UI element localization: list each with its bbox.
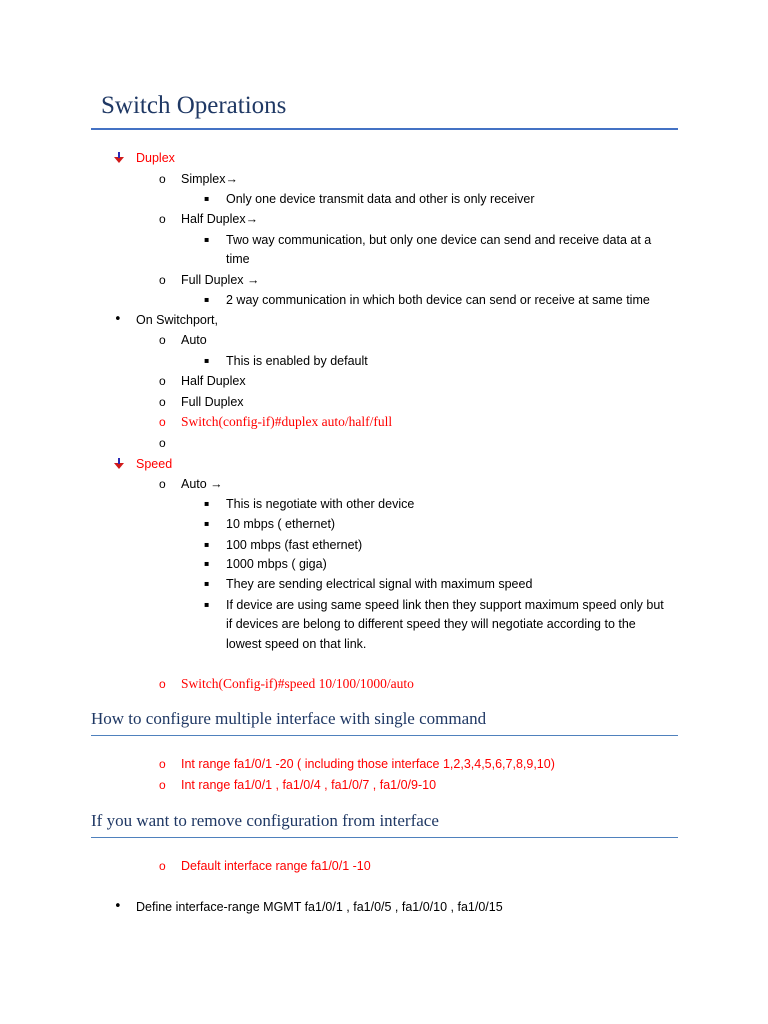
remove-config-underline	[91, 837, 678, 838]
speed-item: If device are using same speed link then they support maximum speed only but	[226, 598, 664, 612]
auto-desc: This is enabled by default	[226, 354, 368, 368]
square-bullet-icon: ▪	[204, 499, 210, 508]
square-bullet-icon: ▪	[204, 600, 210, 609]
circle-bullet-icon: o	[159, 757, 166, 771]
circle-bullet-icon: o	[159, 273, 166, 287]
simplex-desc: Only one device transmit data and other is only receiver	[226, 192, 535, 206]
speed-command: Switch(Config-if)#speed 10/100/1000/auto	[181, 676, 414, 691]
square-bullet-icon: ▪	[204, 579, 210, 588]
circle-bullet-icon: o	[159, 859, 166, 873]
duplex-label: Duplex	[136, 151, 175, 165]
circle-bullet-icon: o	[159, 477, 166, 491]
circle-bullet-icon: o	[159, 677, 166, 691]
title-underline	[91, 128, 678, 130]
half-duplex-desc-line-2: time	[226, 252, 250, 266]
half-duplex-item: Half Duplex→	[181, 212, 259, 226]
duplex-command: Switch(config-if)#duplex auto/half/full	[181, 414, 393, 429]
remove-config-heading: If you want to remove configuration from interface	[91, 811, 439, 830]
speed-item: They are sending electrical signal with maximum speed	[226, 577, 533, 591]
page-title: Switch Operations	[101, 92, 287, 119]
circle-bullet-icon: o	[159, 212, 166, 226]
full-duplex-plain-item: Full Duplex	[181, 395, 244, 409]
circle-bullet-icon: o	[159, 778, 166, 792]
circle-bullet-icon: o	[159, 374, 166, 388]
square-bullet-icon: ▪	[204, 519, 210, 528]
int-range-item: Int range fa1/0/1 -20 ( including those interface 1,2,3,4,5,6,7,8,9,10)	[181, 757, 555, 771]
square-bullet-icon: ▪	[204, 356, 210, 365]
square-bullet-icon: ▪	[204, 235, 210, 244]
circle-bullet-icon: o	[159, 172, 166, 186]
arrow-down-bullet-icon	[113, 152, 125, 164]
multi-interface-underline	[91, 735, 678, 736]
half-duplex-desc-line-1: Two way communication, but only one device can send and receive data at a	[226, 233, 652, 247]
circle-bullet-icon: o	[159, 395, 166, 409]
auto-item: Auto	[181, 333, 207, 347]
define-interface-range-item: Define interface-range MGMT fa1/0/1 , fa1/0/5 , fa1/0/10 , fa1/0/15	[136, 900, 503, 914]
square-bullet-icon: ▪	[204, 194, 210, 203]
circle-bullet-icon: o	[159, 333, 166, 347]
default-interface-item: Default interface range fa1/0/1 -10	[181, 859, 371, 873]
simplex-item: Simplex→	[181, 172, 238, 186]
full-duplex-item: Full Duplex →	[181, 273, 260, 287]
arrow-down-bullet-icon	[113, 458, 125, 470]
circle-bullet-icon: o	[159, 436, 166, 450]
dot-bullet-icon: •	[114, 899, 122, 914]
speed-item-continued: if devices are belong to different speed they will negotiate according to the	[226, 617, 636, 631]
speed-item: This is negotiate with other device	[226, 497, 415, 511]
speed-item-continued: lowest speed on that link.	[226, 637, 367, 651]
circle-bullet-icon: o	[159, 415, 166, 429]
square-bullet-icon: ▪	[204, 559, 210, 568]
int-range-item: Int range fa1/0/1 , fa1/0/4 , fa1/0/7 , fa1/0/9-10	[181, 778, 437, 792]
multi-interface-heading: How to configure multiple interface with single command	[91, 709, 487, 728]
on-switchport-item: On Switchport,	[136, 313, 218, 327]
speed-auto-item: Auto →	[181, 477, 223, 491]
half-duplex-plain-item: Half Duplex	[181, 374, 246, 388]
speed-item: 1000 mbps ( giga)	[226, 557, 327, 571]
speed-item: 10 mbps ( ethernet)	[226, 517, 336, 531]
square-bullet-icon: ▪	[204, 540, 210, 549]
speed-label: Speed	[136, 457, 173, 471]
square-bullet-icon: ▪	[204, 295, 210, 304]
speed-item: 100 mbps (fast ethernet)	[226, 538, 363, 552]
full-duplex-desc: 2 way communication in which both device can send or receive at same time	[226, 293, 650, 307]
dot-bullet-icon: •	[114, 312, 122, 327]
